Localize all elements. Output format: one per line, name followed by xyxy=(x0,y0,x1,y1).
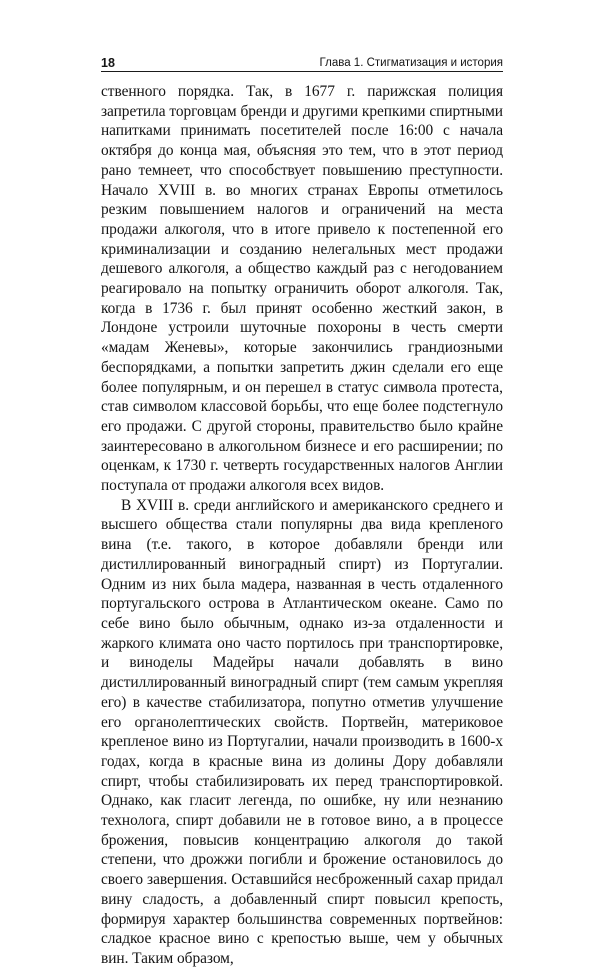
body-text xyxy=(101,82,503,969)
page-header xyxy=(101,52,503,72)
paragraph: ственного порядка. Так, в 1677 г. парижская полиция запретила торговцам бренди и другими крепкими спиртными напитками принимать посетителей после 16:00 с начала октября до конца мая, объясняя это тем, что в этот период рано темнеет, что способствует повышению преступности. Начало XVIII в. во многих странах Европы отметилось резким повышением налогов и ограничений на места продажи алкоголя, что в итоге привело к постепенной его криминализации и созданию нелегальных мест продажи дешевого алкоголя, а общество каждый раз с негодованием реагировало на попытку ограничить оборот алкоголя. Так, когда в 1736 г. был принят особенно жесткий закон, в Лондоне устроили шуточные похороны в честь смерти «мадам Женевы», которые закончились грандиозными беспорядками, а попытки запретить джин сделали его еще более популярным, и он перешел в статус символа протеста, став символом классовой борьбы, что еще более подстегнуло его продажи. С другой стороны, правительство было крайне заинтересовано в алкогольном бизнесе и его расширении; по оценкам, к 1730 г. четверть государственных налогов Англии поступала от продажи алкоголя всех видов. xyxy=(101,83,503,495)
paragraph: В XVIII в. среди английского и американского среднего и высшего общества стали популярны два вида крепленого вина (т.е. такого, в которое добавляли бренди или дистиллированный виноградный спирт) из Португалии. Одним из них была мадера, названная в честь отдаленного португальского острова в Атлантическом океане. Само по себе вино было обычным, однако из-за отдаленности и жаркого климата оно часто портилось при транспортировке, и виноделы Мадейры начали добавлять в вино дистиллированный виноградный спирт (тем самым укрепляя его) в качестве стабилизатора, попутно отметив улучшение его органолептических свойств. Портвейн, материковое крепленое вино из Португалии, начали производить в 1600-х годах, когда в красные вина из долины Дору добавляли спирт, чтобы стабилизировать их перед транспортировкой. Однако, как гласит легенда, по ошибке, ну или незнанию технолога, спирт добавили не в готовое вино, а в процессе брожения, повысив концентрацию алкоголя до такой степени, что дрожжи погибли и брожение остановилось до своего завершения. Оставшийся несброженный сахар придал вину сладость, а добавленный спирт повысил крепость, формируя характер большинства современных портвейнов: сладкое красное вино с крепостью выше, чем у обычных вин. Таким образом, xyxy=(101,496,503,967)
running-title: Глава 1. Стигматизация и история xyxy=(319,57,503,69)
header-rule xyxy=(101,71,503,72)
page-number: 18 xyxy=(101,56,115,70)
